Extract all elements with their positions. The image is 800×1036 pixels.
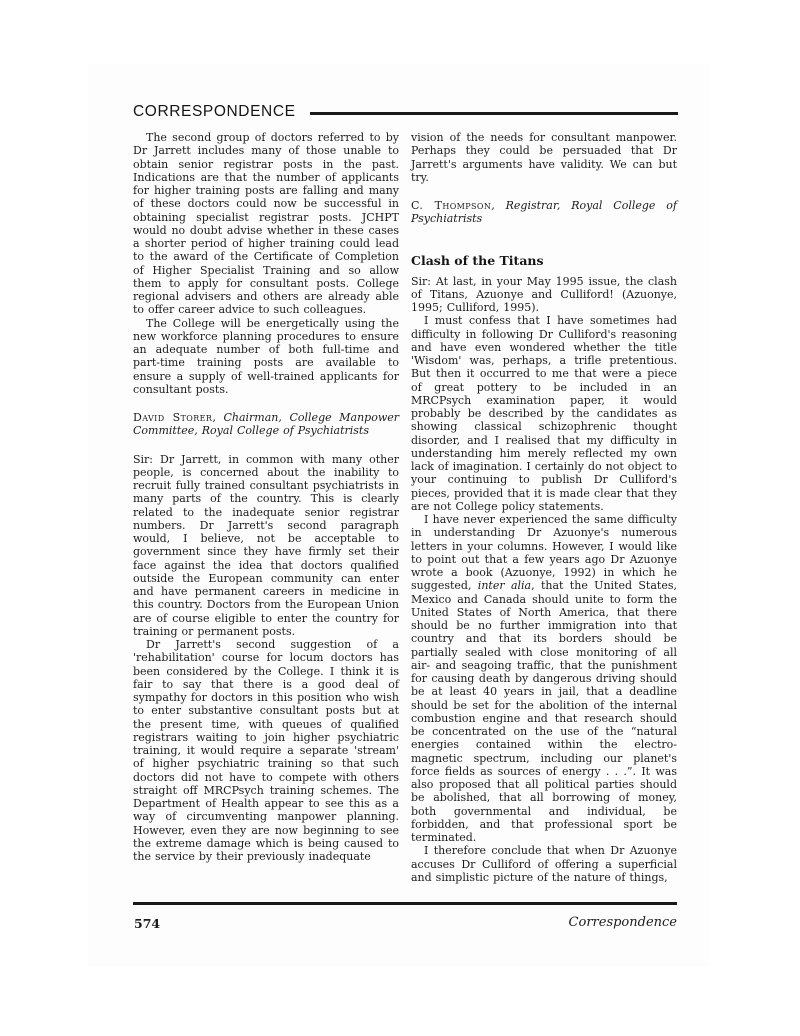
paragraph: I must confess that I have sometimes had difficulty in following Dr Culliford's reasoning and have even wondered whether the title 'Wisdom' was, perhaps, a trifle pretentious. But then it occurred to me that were a piece of great pottery to be included in an MRCPsych examination paper, it would probably be described by the candidates as showing classical schizophrenic thought disorder, and I realised that my difficulty in understanding him merely reflected my own lack of imagination. I certainly do not object to your continuing to publish Dr Culliford's pieces, provided that it is made clear that they are not College policy statements. [411, 314, 678, 513]
paragraph: Sir: At last, in your May 1995 issue, the clash of Titans, Azuonye and Culliford! (Azuonye, 1995; Culliford, 1995). [411, 274, 677, 314]
paragraph: Dr Jarrett's second suggestion of a 'rehabilitation' course for locum doctors has been considered by the College. I think it is fair to say that there is a good deal of sympathy for doctors in this position who wish to enter substantive consultant posts but at the present time, with queues of qualified registrars waiting to join higher psychiatric training, it would require a separate 'stream' of higher psychiatric training so that such doctors did not have to compete with others straight off MRCPsych training schemes. The Department of Health appear to see this as a way of circumventing manpower planning. However, even they are now beginning to see the extreme damage which is being caused to the service by their previously inadequate [133, 638, 399, 863]
letter-heading: Clash of the Titans [411, 252, 544, 268]
footer-rule [133, 902, 677, 905]
running-title: Correspondence [568, 915, 677, 930]
left-column [133, 131, 399, 884]
header-rule [310, 112, 678, 115]
paragraph-text: I have never experienced the same difficulty in understanding Dr Azuonye's numerous letters in your columns. However, I would like to point out that a few years ago Dr Azuonye wrote a book (Azuonye, 1992) in which he suggested, [411, 513, 677, 593]
right-column [411, 131, 677, 884]
author-name: C. Thompson [411, 199, 492, 212]
paragraph: I therefore conclude that when Dr Azuonye accuses Dr Culliford of offering a superficial and simplistic picture of the nature of things, [411, 844, 677, 884]
author-name: David Storer [133, 411, 213, 424]
paragraph [411, 513, 677, 844]
two-column-body [133, 131, 677, 884]
letter-signature [133, 411, 399, 438]
letter-signature [411, 199, 677, 226]
author-role: , Registrar, Royal College of Psychiatrists [411, 199, 677, 226]
page-header [133, 103, 678, 121]
paragraph: vision of the needs for consultant manpower. Perhaps they could be persuaded that Dr Jarrett's arguments have validity. We can but try. [411, 131, 677, 184]
paragraph: Sir: Dr Jarrett, in common with many other people, is concerned about the inability to recruit fully trained consultant psychiatrists in many parts of the country. This is clearly related to the inadequate senior registrar numbers. Dr Jarrett's second paragraph would, I believe, not be acceptable to government since they have firmly set their face against the idea that doctors qualified outside the European community can enter and have permanent careers in medicine in this country. Doctors from the European Union are of course eligible to enter the country for training or permanent posts. [133, 452, 399, 638]
paragraph: The College will be energetically using the new workforce planning procedures to ensure an adequate number of both full-time and part-time training posts are available to ensure a supply of well-trained applicants for consultant posts. [133, 316, 399, 396]
latin-phrase: inter alia [477, 579, 532, 593]
paragraph-text: , that the United States, Mexico and Canada should unite to form the United States of North America, that there should be no further immigration into that country and that its borders should be partially sealed with close monitoring of all air- and seagoing traffic, that the punishment for causing death by dangerous driving should be at least 40 years in jail, that a deadline should be set for the abolition of the internal combustion engine and that research should be concentrated on the use of the “natural energies contained within the electro-magnetic spectrum, including our planet's force fields as sources of energy . . .”. It was also proposed that all political parties should be abolished, that all borrowing of money, both governmental and individual, be forbidden, and that professional sport be terminated. [411, 579, 677, 844]
section-title: CORRESPONDENCE [133, 103, 296, 120]
author-role: , Chairman, College Manpower Committee, Royal College of Psychiatrists [133, 411, 400, 438]
paragraph: The second group of doctors referred to by Dr Jarrett includes many of those unable to obtain senior registrar posts in the past. Indications are that the number of applicants for higher training posts are falling and many of these doctors could now be successful in obtaining specialist registrar posts. JCHPT would no doubt advise whether in these cases a shorter period of higher training could lead to the award of the Certificate of Completion of Higher Specialist Training and so allow them to apply for consultant posts. College regional advisers and others are already able to offer career advice to such colleagues. [133, 131, 399, 317]
page-number: 574 [134, 916, 161, 931]
